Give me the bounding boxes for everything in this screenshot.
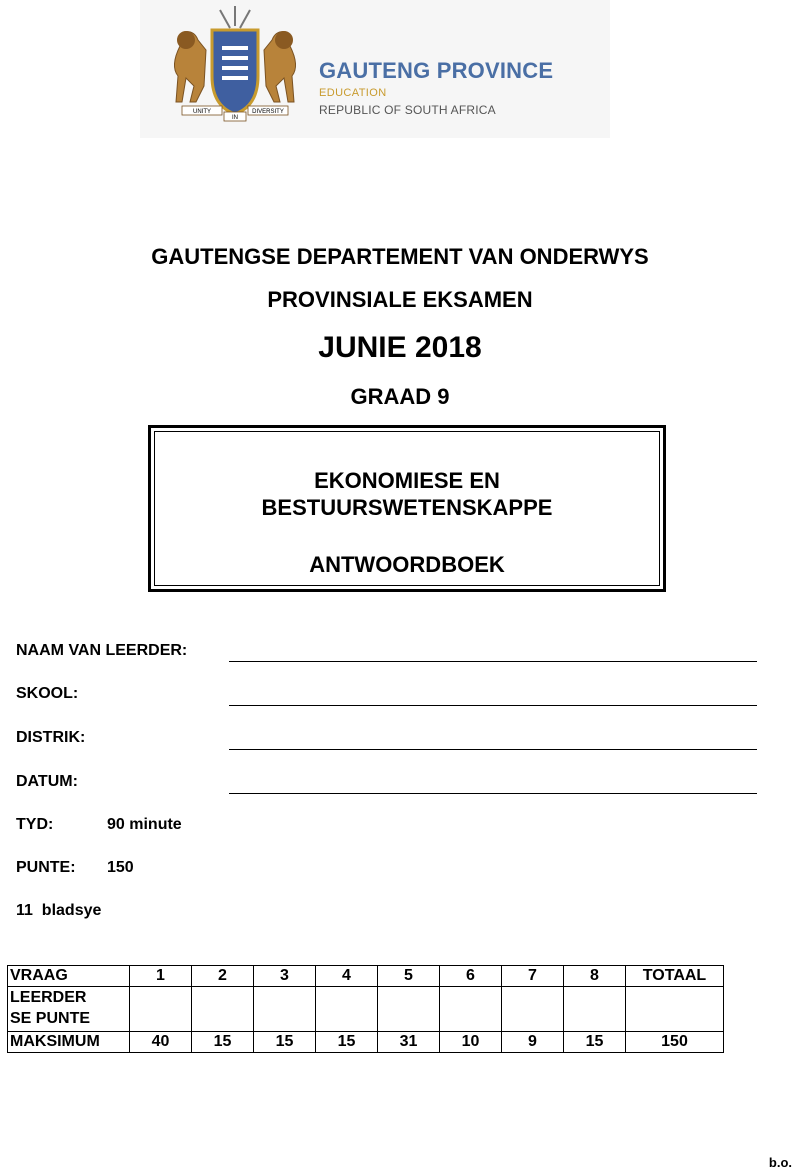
- district-line[interactable]: [229, 749, 757, 750]
- question-number: 2: [192, 966, 254, 987]
- marks-label: PUNTE:: [16, 859, 76, 876]
- learner-mark-cell[interactable]: [564, 987, 626, 1032]
- max-mark-cell: 15: [316, 1032, 378, 1053]
- question-number: 5: [378, 966, 440, 987]
- question-number: 1: [130, 966, 192, 987]
- department-title: GAUTENGSE DEPARTEMENT VAN ONDERWYS: [151, 244, 649, 269]
- learner-name-label: NAAM VAN LEERDER:: [16, 642, 188, 659]
- page-count: 11 bladsye: [16, 902, 102, 919]
- learner-name-line[interactable]: [229, 661, 757, 662]
- exam-date: JUNIE 2018: [318, 331, 482, 364]
- header-logo-banner: [140, 0, 610, 138]
- maximum-label: MAKSIMUM: [8, 1032, 130, 1053]
- exam-title: PROVINSIALE EKSAMEN: [267, 287, 533, 312]
- max-mark-cell: 10: [440, 1032, 502, 1053]
- school-line[interactable]: [229, 705, 757, 706]
- answer-book-label: ANTWOORDBOEK: [309, 552, 505, 577]
- learner-marks-label-line1: LEERDER: [10, 989, 87, 1006]
- district-label: DISTRIK:: [16, 729, 86, 746]
- question-number: 3: [254, 966, 316, 987]
- motto-left: UNITY: [193, 109, 211, 115]
- table-row: [8, 1032, 724, 1053]
- question-header-cell: VRAAG: [8, 966, 130, 987]
- grade-label: GRAAD 9: [350, 384, 450, 409]
- time-value: 90 minute: [107, 816, 182, 833]
- learner-mark-cell[interactable]: [254, 987, 316, 1032]
- question-number: 6: [440, 966, 502, 987]
- department-label: EDUCATION: [319, 87, 387, 99]
- max-mark-cell: 15: [192, 1032, 254, 1053]
- question-number: 4: [316, 966, 378, 987]
- school-label: SKOOL:: [16, 685, 79, 702]
- province-name: GAUTENG PROVINCE: [319, 58, 554, 83]
- learner-mark-cell[interactable]: [440, 987, 502, 1032]
- time-label: TYD:: [16, 816, 54, 833]
- subject-box-inner: [154, 431, 660, 586]
- max-mark-cell: 40: [130, 1032, 192, 1053]
- question-number: 7: [502, 966, 564, 987]
- subject-line-1: EKONOMIESE EN: [314, 468, 500, 493]
- max-mark-cell: 9: [502, 1032, 564, 1053]
- learner-mark-cell[interactable]: [130, 987, 192, 1032]
- motto-center: IN: [232, 115, 238, 121]
- table-row: [8, 987, 724, 1032]
- max-mark-cell: 31: [378, 1032, 440, 1053]
- learner-marks-label-line2: SE PUNTE: [10, 1010, 91, 1027]
- coat-of-arms-icon: [160, 6, 310, 126]
- learner-mark-cell[interactable]: [502, 987, 564, 1032]
- max-total-cell: 150: [626, 1032, 724, 1053]
- learner-mark-cell[interactable]: [316, 987, 378, 1032]
- learner-mark-cell[interactable]: [192, 987, 254, 1032]
- date-line[interactable]: [229, 793, 757, 794]
- learner-mark-cell[interactable]: [378, 987, 440, 1032]
- question-number: 8: [564, 966, 626, 987]
- learner-total-cell[interactable]: [626, 987, 724, 1032]
- max-mark-cell: 15: [564, 1032, 626, 1053]
- table-row: [8, 966, 724, 987]
- marks-value: 150: [107, 859, 134, 876]
- country-label: REPUBLIC OF SOUTH AFRICA: [319, 103, 496, 117]
- motto-right: DIVERSITY: [252, 109, 284, 115]
- continue-overleaf: b.o.: [768, 1155, 792, 1170]
- max-mark-cell: 15: [254, 1032, 316, 1053]
- learner-marks-label: [8, 987, 130, 1032]
- subject-line-2: BESTUURSWETENSKAPPE: [261, 495, 553, 520]
- subject-box: [148, 425, 666, 592]
- marks-table: [7, 965, 724, 1053]
- date-label: DATUM:: [16, 773, 78, 790]
- total-header-cell: TOTAAL: [626, 966, 724, 987]
